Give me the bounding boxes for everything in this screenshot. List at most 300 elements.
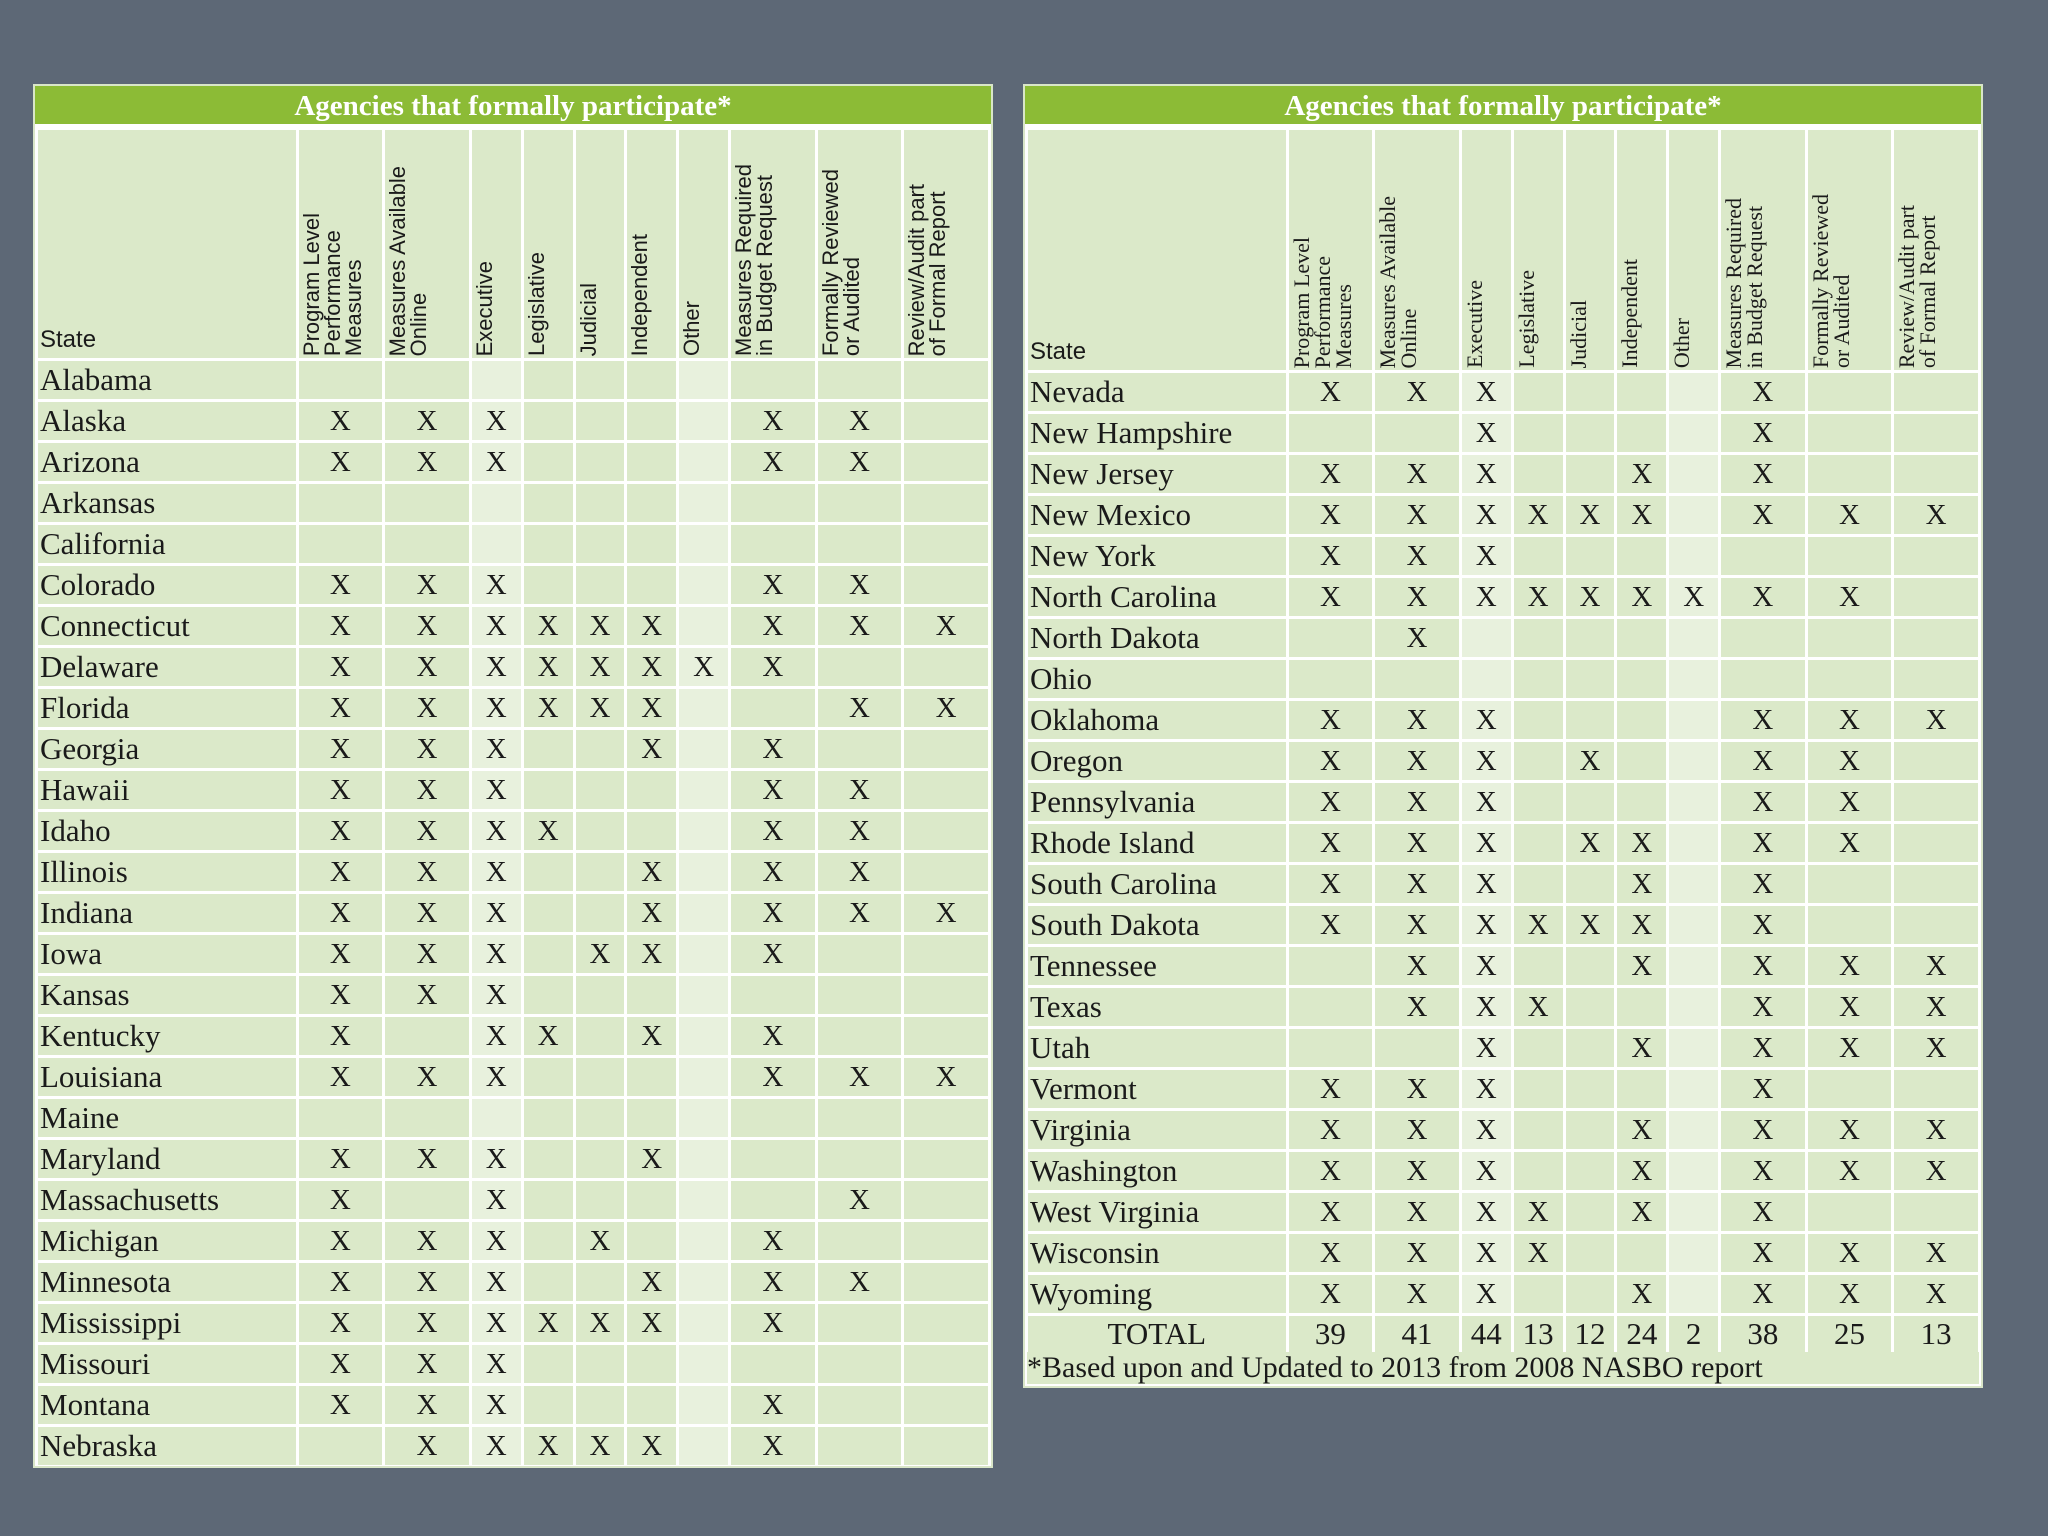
participation-mark: X	[731, 1304, 815, 1342]
participation-mark	[1514, 742, 1563, 780]
participation-mark	[1289, 988, 1373, 1026]
participation-mark	[1514, 1152, 1563, 1190]
participation-mark	[818, 1140, 902, 1178]
participation-mark	[1514, 660, 1563, 698]
table-row	[38, 361, 988, 399]
participation-mark	[904, 361, 988, 399]
participation-mark	[627, 1099, 676, 1137]
participation-mark	[1566, 1152, 1615, 1190]
state-name: California	[38, 525, 296, 563]
participation-mark	[818, 1017, 902, 1055]
participation-mark	[576, 976, 625, 1014]
participation-mark: X	[299, 976, 383, 1014]
participation-mark: X	[1462, 1111, 1511, 1149]
participation-mark	[1894, 414, 1978, 452]
table-row	[38, 1304, 988, 1342]
table-row	[1028, 988, 1978, 1026]
participation-mark	[627, 361, 676, 399]
column-header-label: Legislative	[1513, 270, 1539, 368]
participation-mark	[576, 1140, 625, 1178]
participation-mark: X	[1462, 783, 1511, 821]
column-header-label: Program Level Performance Measures	[298, 212, 366, 356]
participation-mark	[1669, 988, 1718, 1026]
participation-mark	[1669, 1070, 1718, 1108]
participation-mark: X	[1289, 701, 1373, 739]
participation-mark	[1894, 1070, 1978, 1108]
participation-mark: X	[299, 1386, 383, 1424]
participation-mark	[576, 853, 625, 891]
participation-mark	[385, 1181, 469, 1219]
total-value: 25	[1808, 1316, 1892, 1352]
table-row	[38, 443, 988, 481]
participation-mark	[904, 443, 988, 481]
participation-mark: X	[1894, 1234, 1978, 1272]
participation-mark	[1721, 660, 1805, 698]
participation-mark: X	[1514, 578, 1563, 616]
participation-mark: X	[576, 1427, 625, 1465]
participation-mark	[818, 1386, 902, 1424]
table-row	[38, 1427, 988, 1465]
participation-mark	[731, 689, 815, 727]
participation-mark: X	[731, 566, 815, 604]
participation-mark: X	[1617, 1275, 1666, 1313]
participation-mark: X	[472, 1222, 521, 1260]
participation-mark: X	[1462, 373, 1511, 411]
column-header	[627, 130, 676, 358]
participation-mark	[576, 771, 625, 809]
state-name: New York	[1028, 537, 1286, 575]
participation-mark: X	[1289, 865, 1373, 903]
participation-mark: X	[472, 648, 521, 686]
left-table-panel	[33, 84, 993, 1468]
participation-mark	[1566, 783, 1615, 821]
participation-mark	[385, 1017, 469, 1055]
participation-mark	[818, 361, 902, 399]
participation-mark: X	[904, 689, 988, 727]
participation-mark: X	[524, 689, 573, 727]
participation-mark: X	[1289, 496, 1373, 534]
participation-mark	[1669, 947, 1718, 985]
participation-mark	[679, 443, 728, 481]
table-title: Agencies that formally participate*	[35, 86, 991, 124]
participation-mark	[524, 402, 573, 440]
participation-mark	[385, 484, 469, 522]
table-row	[38, 976, 988, 1014]
table-row	[1028, 537, 1978, 575]
participation-mark	[576, 443, 625, 481]
participation-mark: X	[1721, 947, 1805, 985]
participation-mark: X	[1289, 906, 1373, 944]
participation-mark: X	[385, 1140, 469, 1178]
participation-mark: X	[1721, 906, 1805, 944]
participation-mark: X	[1721, 783, 1805, 821]
participation-mark	[1617, 537, 1666, 575]
participation-mark: X	[385, 566, 469, 604]
participation-mark	[576, 1181, 625, 1219]
table-row	[38, 484, 988, 522]
participation-mark: X	[524, 648, 573, 686]
participation-mark	[1894, 455, 1978, 493]
participation-mark	[679, 361, 728, 399]
participation-mark: X	[1462, 1275, 1511, 1313]
participation-mark: X	[1375, 455, 1459, 493]
participation-mark	[679, 935, 728, 973]
table-row	[38, 648, 988, 686]
participation-mark	[679, 525, 728, 563]
participation-mark	[1514, 537, 1563, 575]
participation-mark	[299, 1099, 383, 1137]
state-name: South Dakota	[1028, 906, 1286, 944]
participation-mark	[679, 1386, 728, 1424]
participation-mark: X	[576, 689, 625, 727]
participation-mark	[1514, 1111, 1563, 1149]
participation-mark	[1566, 1070, 1615, 1108]
participation-mark	[524, 1263, 573, 1301]
participation-mark	[904, 1304, 988, 1342]
participation-mark: X	[472, 1386, 521, 1424]
state-name: Illinois	[38, 853, 296, 891]
participation-mark: X	[1617, 824, 1666, 862]
participation-mark: X	[472, 853, 521, 891]
participation-mark	[627, 771, 676, 809]
participation-mark	[904, 648, 988, 686]
participation-mark: X	[385, 1222, 469, 1260]
participation-mark: X	[1289, 455, 1373, 493]
participation-mark: X	[1566, 742, 1615, 780]
table-row	[1028, 742, 1978, 780]
participation-mark	[627, 566, 676, 604]
total-value: 13	[1514, 1316, 1563, 1352]
participation-mark: X	[1462, 496, 1511, 534]
participation-mark: X	[299, 771, 383, 809]
participation-mark	[524, 1222, 573, 1260]
participation-mark: X	[472, 1017, 521, 1055]
participation-mark	[1514, 1070, 1563, 1108]
participation-mark	[524, 1058, 573, 1096]
participation-mark: X	[818, 443, 902, 481]
participation-mark	[1894, 537, 1978, 575]
participation-mark: X	[1462, 537, 1511, 575]
participation-mark	[385, 361, 469, 399]
column-header-label: Measures Required in Budget Request	[730, 164, 777, 356]
participation-mark: X	[1721, 865, 1805, 903]
participation-mark	[576, 1345, 625, 1383]
participation-mark: X	[818, 1263, 902, 1301]
participation-mark	[1669, 1029, 1718, 1067]
participation-mark	[1808, 537, 1892, 575]
table-row	[1028, 660, 1978, 698]
column-header-label: Formally Reviewed or Audited	[817, 168, 864, 356]
participation-mark: X	[1514, 1234, 1563, 1272]
participation-mark	[1669, 660, 1718, 698]
state-name: Missouri	[38, 1345, 296, 1383]
participation-mark	[1566, 1234, 1615, 1272]
state-name: Rhode Island	[1028, 824, 1286, 862]
column-header-label: Independent	[1617, 259, 1643, 368]
participation-mark: X	[818, 402, 902, 440]
participation-mark	[576, 1058, 625, 1096]
table-row	[38, 1263, 988, 1301]
participation-mark: X	[1375, 988, 1459, 1026]
participation-mark: X	[627, 1304, 676, 1342]
participation-mark	[1808, 906, 1892, 944]
participation-mark	[524, 935, 573, 973]
table-row	[38, 812, 988, 850]
column-header-label: Judicial	[1565, 299, 1591, 368]
participation-mark	[1566, 373, 1615, 411]
participation-mark: X	[1894, 1029, 1978, 1067]
participation-mark: X	[1721, 824, 1805, 862]
table-row	[1028, 701, 1978, 739]
participation-mark: X	[1289, 742, 1373, 780]
table-row	[1028, 619, 1978, 657]
participation-mark	[679, 1017, 728, 1055]
state-name: Hawaii	[38, 771, 296, 809]
participation-mark	[576, 1099, 625, 1137]
participation-mark	[524, 771, 573, 809]
participation-mark: X	[627, 1427, 676, 1465]
right-table-panel	[1023, 84, 1983, 1388]
participation-mark: X	[1721, 1111, 1805, 1149]
participation-mark: X	[1808, 701, 1892, 739]
participation-mark: X	[1617, 906, 1666, 944]
participation-mark: X	[1462, 947, 1511, 985]
participation-mark	[627, 1386, 676, 1424]
participation-mark	[524, 894, 573, 932]
participation-mark: X	[627, 607, 676, 645]
state-name: Washington	[1028, 1152, 1286, 1190]
participation-mark: X	[385, 1304, 469, 1342]
participation-mark: X	[1375, 947, 1459, 985]
column-header	[385, 130, 469, 358]
participation-mark	[524, 361, 573, 399]
column-header-label: Legislative	[523, 252, 549, 356]
participation-mark	[524, 853, 573, 891]
participation-mark: X	[1375, 1070, 1459, 1108]
participation-mark: X	[1721, 1193, 1805, 1231]
participation-mark: X	[385, 443, 469, 481]
participation-mark	[1617, 660, 1666, 698]
participation-mark	[1721, 619, 1805, 657]
participation-mark: X	[1289, 783, 1373, 821]
participation-mark: X	[731, 935, 815, 973]
state-name: Indiana	[38, 894, 296, 932]
state-name: Texas	[1028, 988, 1286, 1026]
right-table-body	[1028, 373, 1978, 1352]
participation-mark: X	[904, 894, 988, 932]
participation-mark: X	[299, 1058, 383, 1096]
participation-mark	[1894, 373, 1978, 411]
participation-mark	[1566, 1111, 1615, 1149]
participation-mark: X	[1289, 1070, 1373, 1108]
participation-mark	[1566, 1275, 1615, 1313]
participation-mark: X	[627, 648, 676, 686]
participation-mark	[1289, 619, 1373, 657]
participation-mark: X	[1617, 578, 1666, 616]
table-row	[38, 853, 988, 891]
participation-mark	[1289, 947, 1373, 985]
table-row	[38, 1222, 988, 1260]
participation-mark	[679, 1263, 728, 1301]
state-name: Idaho	[38, 812, 296, 850]
participation-mark: X	[385, 812, 469, 850]
participation-mark	[1669, 1193, 1718, 1231]
participation-mark	[904, 976, 988, 1014]
state-name: Michigan	[38, 1222, 296, 1260]
participation-mark	[904, 1017, 988, 1055]
participation-mark	[576, 1263, 625, 1301]
participation-mark: X	[1808, 1029, 1892, 1067]
participation-mark	[818, 648, 902, 686]
participation-mark	[731, 525, 815, 563]
participation-mark	[1514, 824, 1563, 862]
participation-mark	[576, 566, 625, 604]
participation-mark	[1669, 1234, 1718, 1272]
total-value: 39	[1289, 1316, 1373, 1352]
table-row	[38, 566, 988, 604]
table-row	[1028, 414, 1978, 452]
participation-mark: X	[1894, 1111, 1978, 1149]
participation-mark	[1669, 373, 1718, 411]
participation-mark	[1617, 1070, 1666, 1108]
participation-mark: X	[1375, 701, 1459, 739]
participation-mark: X	[472, 1140, 521, 1178]
table-row	[1028, 455, 1978, 493]
participation-mark	[904, 1099, 988, 1137]
participation-mark: X	[1289, 824, 1373, 862]
participation-mark	[679, 976, 728, 1014]
participation-mark: X	[1289, 373, 1373, 411]
participation-mark: X	[1289, 578, 1373, 616]
total-value: 13	[1894, 1316, 1978, 1352]
participation-mark: X	[385, 894, 469, 932]
table-row	[38, 771, 988, 809]
participation-mark: X	[472, 1427, 521, 1465]
participation-mark: X	[818, 894, 902, 932]
participation-mark	[904, 1427, 988, 1465]
participation-mark	[1375, 1029, 1459, 1067]
participation-mark	[1617, 619, 1666, 657]
state-name: Kansas	[38, 976, 296, 1014]
participation-mark: X	[627, 1263, 676, 1301]
state-name: Alabama	[38, 361, 296, 399]
participation-mark	[1894, 865, 1978, 903]
participation-mark: X	[731, 730, 815, 768]
participation-mark	[627, 484, 676, 522]
participation-mark: X	[472, 1263, 521, 1301]
participation-mark: X	[627, 730, 676, 768]
column-header	[1617, 130, 1666, 370]
column-header-label: Measures Required in Budget Request	[1721, 197, 1768, 368]
participation-mark: X	[524, 1017, 573, 1055]
participation-mark: X	[1289, 1275, 1373, 1313]
participation-mark: X	[1721, 1275, 1805, 1313]
participation-mark: X	[385, 689, 469, 727]
state-name: North Dakota	[1028, 619, 1286, 657]
participation-mark	[904, 730, 988, 768]
participation-mark	[1617, 742, 1666, 780]
participation-mark: X	[818, 771, 902, 809]
participation-mark: X	[818, 689, 902, 727]
participation-mark	[818, 484, 902, 522]
participation-mark	[904, 812, 988, 850]
participation-mark	[904, 484, 988, 522]
participation-mark	[679, 853, 728, 891]
participation-mark	[576, 361, 625, 399]
participation-mark	[818, 1427, 902, 1465]
participation-mark: X	[299, 1263, 383, 1301]
participation-mark	[627, 812, 676, 850]
participation-mark	[576, 894, 625, 932]
participation-mark	[576, 730, 625, 768]
participation-mark: X	[385, 1263, 469, 1301]
participation-mark	[1566, 1193, 1615, 1231]
participation-mark: X	[1894, 1152, 1978, 1190]
participation-mark	[904, 1345, 988, 1383]
table-row	[38, 1181, 988, 1219]
participation-mark: X	[299, 1017, 383, 1055]
participation-mark	[679, 812, 728, 850]
participation-mark: X	[731, 853, 815, 891]
participation-mark	[1669, 865, 1718, 903]
participation-mark	[524, 976, 573, 1014]
table-row	[38, 1140, 988, 1178]
participation-mark: X	[1514, 1193, 1563, 1231]
participation-mark: X	[1894, 947, 1978, 985]
participation-mark	[679, 1058, 728, 1096]
table-row	[38, 1058, 988, 1096]
participation-mark: X	[1566, 824, 1615, 862]
participation-mark: X	[472, 443, 521, 481]
participation-mark: X	[1462, 865, 1511, 903]
participation-mark: X	[731, 1427, 815, 1465]
participation-mark	[731, 1345, 815, 1383]
participation-mark: X	[1462, 1234, 1511, 1272]
participation-mark: X	[299, 689, 383, 727]
participation-mark: X	[299, 894, 383, 932]
state-name: Wyoming	[1028, 1275, 1286, 1313]
participation-mark	[1566, 455, 1615, 493]
participation-mark	[576, 525, 625, 563]
participation-mark: X	[1462, 1152, 1511, 1190]
participation-mark: X	[1808, 742, 1892, 780]
column-header-label: Judicial	[575, 282, 601, 356]
participation-mark	[1375, 414, 1459, 452]
participation-mark: X	[627, 935, 676, 973]
state-name: Massachusetts	[38, 1181, 296, 1219]
participation-mark	[524, 1386, 573, 1424]
participation-mark	[1289, 660, 1373, 698]
total-value: 24	[1617, 1316, 1666, 1352]
column-header-label: Other	[679, 300, 705, 356]
participation-mark	[1808, 660, 1892, 698]
participation-mark	[679, 1345, 728, 1383]
participation-mark	[1566, 619, 1615, 657]
participation-mark: X	[627, 1017, 676, 1055]
table-row	[38, 689, 988, 727]
participation-mark	[1669, 701, 1718, 739]
participation-mark: X	[1721, 1152, 1805, 1190]
participation-mark: X	[1289, 1111, 1373, 1149]
participation-mark: X	[1289, 1234, 1373, 1272]
state-name: Arkansas	[38, 484, 296, 522]
participation-mark: X	[472, 1304, 521, 1342]
participation-mark	[1514, 619, 1563, 657]
participation-mark	[524, 566, 573, 604]
participation-mark	[524, 525, 573, 563]
participation-mark	[1566, 414, 1615, 452]
participation-mark: X	[299, 443, 383, 481]
